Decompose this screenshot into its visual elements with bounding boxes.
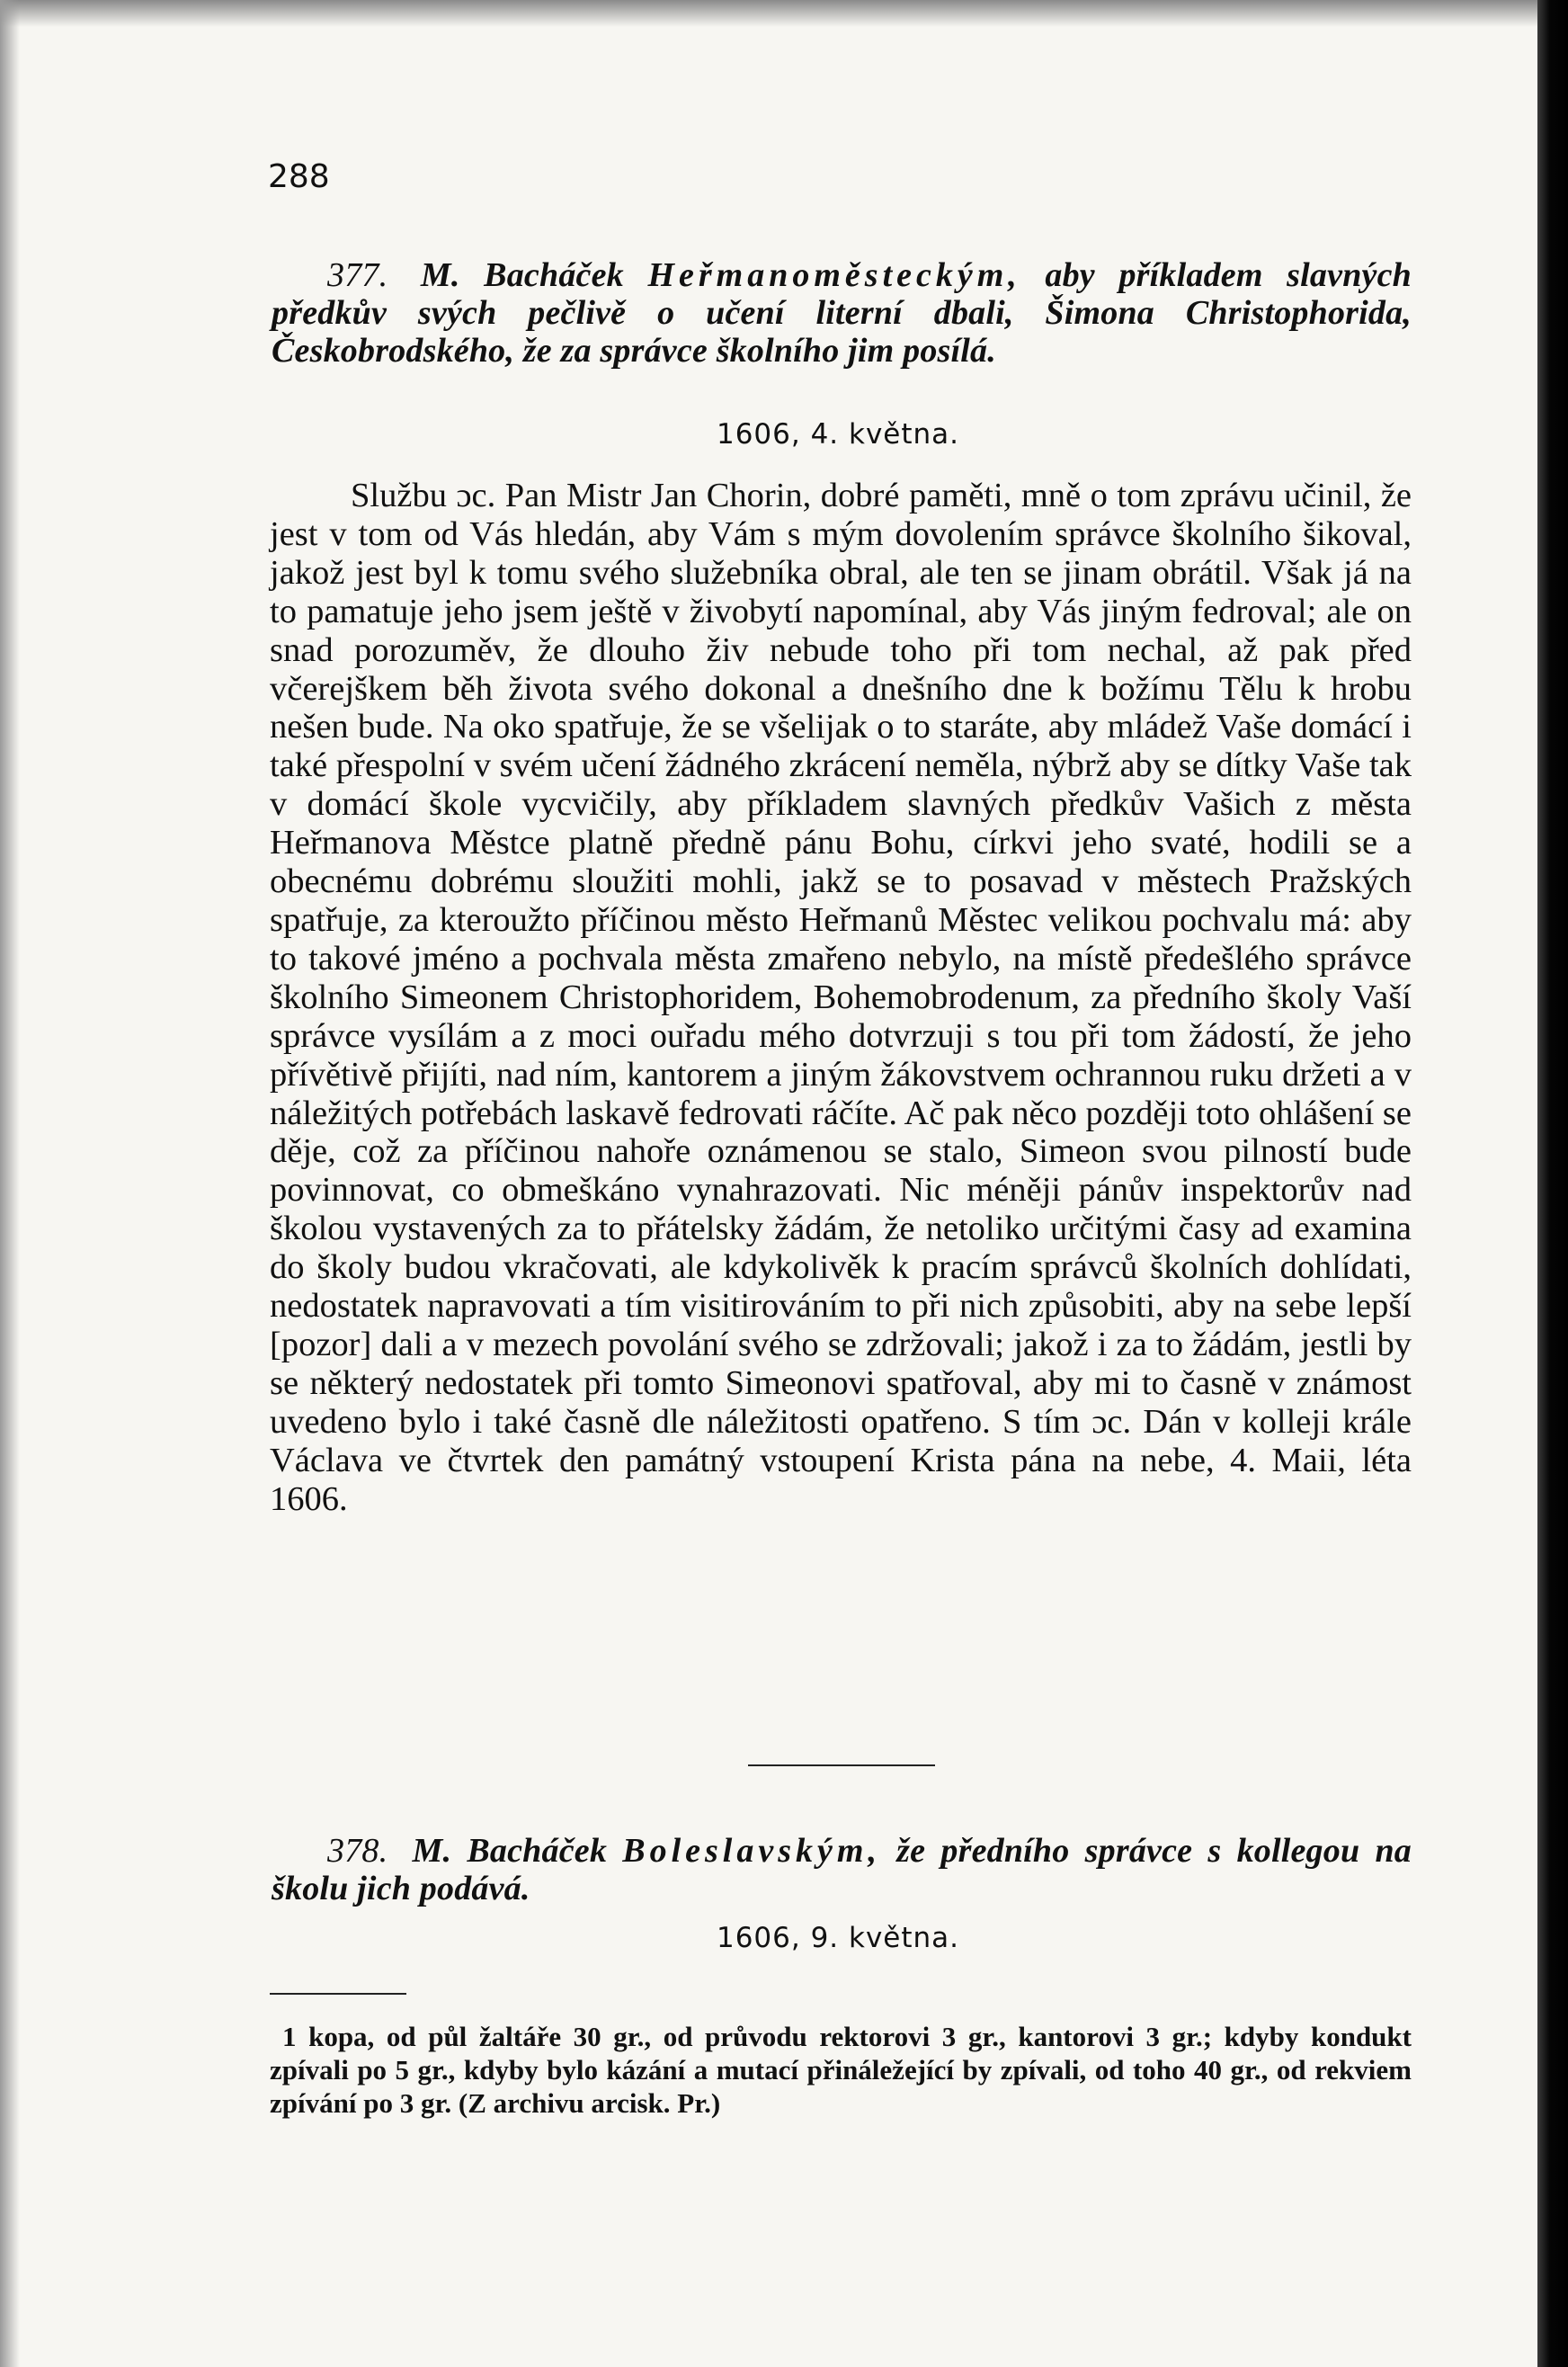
footnote	[270, 2020, 1412, 2120]
scan-edge-right	[1537, 0, 1568, 2367]
letter-377-heading-start: M. Bacháček	[420, 256, 624, 294]
letter-378-heading-start: M. Bacháček	[412, 1832, 608, 1870]
letter-377-body	[270, 477, 1412, 1518]
letter-378-recipient: Boleslavským,	[622, 1832, 881, 1870]
letter-377-heading-rest: aby příkladem slavných předkův svých pečlivě o učení literní dbali, Šimona Christophorida, Českobrodského, že za správce školního jim posílá.	[272, 256, 1412, 370]
letter-378-heading-rest: že předního správce s kollegou na školu jich podává.	[272, 1832, 1412, 1907]
letter-378-number: 378.	[327, 1832, 388, 1870]
scan-edge-top	[0, 0, 1568, 27]
letter-377-date: 1606, 4. května.	[716, 418, 960, 451]
page-number: 288	[268, 158, 330, 195]
footnote-text: 1 kopa, od půl žaltáře 30 gr., od průvodu rektorovi 3 gr., kantorovi 3 gr.; kdyby kondukt zpívali po 5 gr., kdyby bylo kázání a mutací přináležející by zpívali, od toho 40 gr., od rekviem zpívání po 3 gr. (Z archivu arcisk. Pr.)	[270, 2021, 1412, 2119]
letter-378-heading	[272, 1832, 1412, 1907]
section-divider	[748, 1764, 935, 1766]
letter-377-recipient: Heřmanoměsteckým,	[647, 256, 1021, 294]
scan-edge-left	[0, 0, 20, 2367]
letter-377-heading	[272, 256, 1412, 370]
letter-377-body-paragraph: Službu ɔc. Pan Mistr Jan Chorin, dobré paměti, mně o tom zprávu učinil, že jest v tom od Vás hledán, aby Vám s mým dovolením správce školního šikoval, jakož jest byl k tomu svého služebníka obral, ale ten se jinam obrátil. Však já na to pamatuje jeho jsem ještě v živobytí napomínal, aby Vás jiným fedroval; ale on snad porozuměv, že dlouho živ nebude toho při tom nechal, až pak před včerejškem běh života svého dokonal a dnešního dne k božímu Tělu k hrobu nešen bude. Na oko spatřuje, že se všelijak o to staráte, aby mládež Vaše domácí i také přespolní v svém učení žádného zkrácení neměla, nýbrž aby se dítky Vaše tak v domácí škole vycvičily, aby příkladem slavných předkův Vašich z města Heřmanova Městce platně předně pánu Bohu, církvi jeho svaté, hodili se a obecnému dobrému sloužiti mohli, jakž se to posavad v městech Pražských spatřuje, za kteroužto příčinou město Heřmanů Městec velikou pochvalu má: aby to takové jméno a pochvala města zmařeno nebylo, na místě předešlého správce školního Simeonem Christophoridem, Bohemobrodenum, za předního školy Vaší správce vysílám a z moci ouřadu mého dotvrzuji s tou při tom žádostí, že jeho přívětivě přijíti, nad ním, kantorem a jiným žákovstvem ochrannou ruku držeti a v náležitých potřebách laskavě fedrovati ráčíte. Ač pak něco později toto ohlášení se děje, což za příčinou nahoře oznámenou se stalo, Simeon svou pilností bude povinnovat, co obmeškáno vynahrazovati. Nic méněji pánův inspektorův nad školou vystavených za to přátelsky žádám, že netoliko určitými časy ad examina do školy budou vkračovati, ale kdykolivěk k pracím správců školních dohlídati, nedostatek napravovati a tím visitirováním to při nich způsobiti, aby na sebe lepší [pozor] dali a v mezech povolání svého se zdržovali; jakož i za to žádám, jestli by se některý nedostatek při tomto Simeonovi spatřoval, aby mi to časně v známost uvedeno bylo i také časně dle náležitosti opatřeno. S tím ɔc. Dán v kolleji krále Václava ve čtvrtek den památný vstoupení Krista pána na nebe, 4. Maii, léta 1606.	[270, 477, 1412, 1518]
letter-377-number: 377.	[327, 256, 388, 294]
letter-378-date: 1606, 9. května.	[716, 1922, 960, 1954]
footnote-rule	[270, 1993, 406, 1995]
